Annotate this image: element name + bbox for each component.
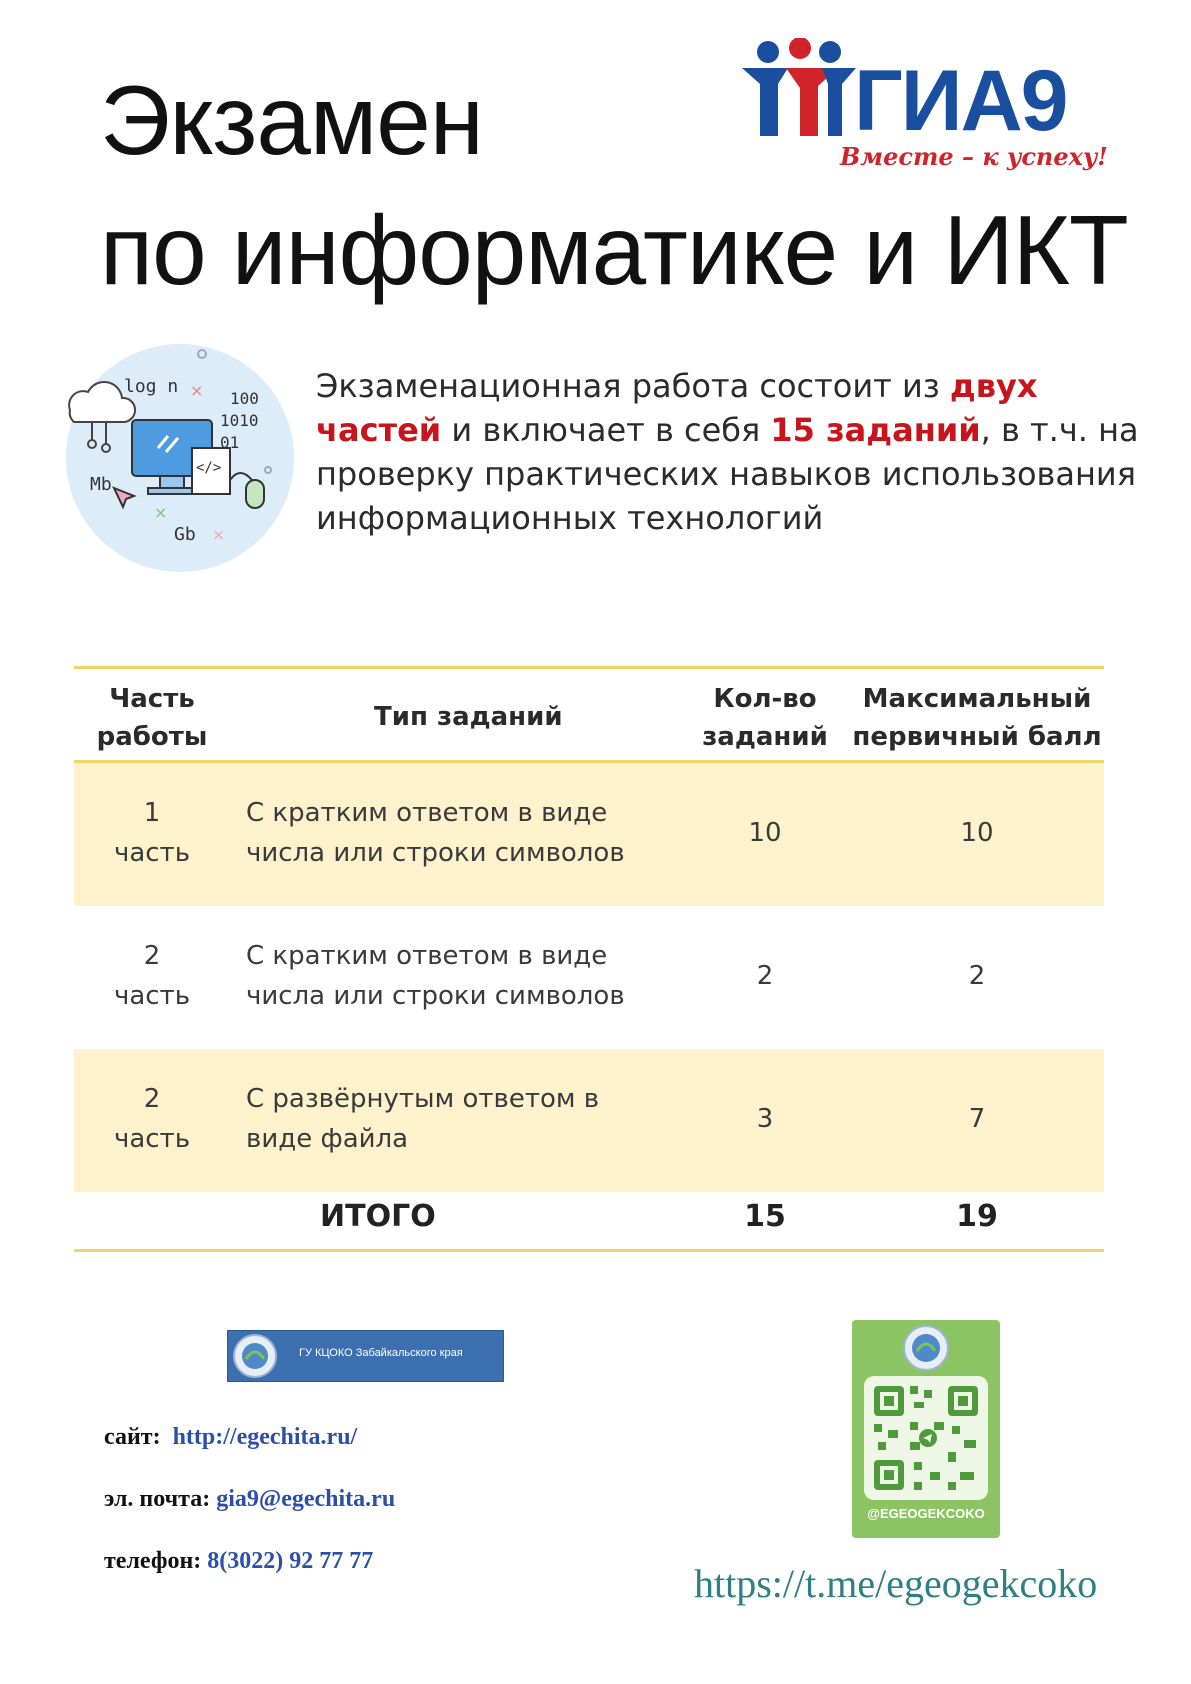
email-label: эл. почта:: [104, 1486, 211, 1512]
informatics-illustration: [62, 340, 298, 576]
site-link[interactable]: http://egechita.ru/: [172, 1424, 358, 1450]
svg-text:×: ×: [190, 381, 204, 400]
illustration-label-100: 100: [230, 389, 259, 408]
contact-site: [104, 1424, 357, 1451]
header-max: Максимальный первичный балл: [852, 684, 1102, 752]
people-figures-icon: [738, 38, 858, 148]
qr-emblem-icon: [902, 1324, 950, 1372]
svg-text:</>: </>: [196, 460, 222, 476]
page-title-line2: по информатике и ИКТ: [100, 195, 1128, 305]
kcoko-label: ГУ КЦОКО Забайкальского края: [299, 1347, 463, 1359]
intro-paragraph: [316, 364, 1156, 540]
header-part: Часть работы: [96, 684, 208, 752]
illustration-label-01: 01: [220, 433, 240, 452]
row-part: 1 часть: [113, 798, 191, 868]
computer-icon: [62, 340, 298, 576]
illustration-label-mb: Mb: [90, 474, 112, 495]
intro-text-3: , в т.ч. на проверку практических навыков использования информационных технологий: [316, 411, 1139, 537]
telegram-qr-card[interactable]: [852, 1320, 1000, 1538]
intro-highlight-tasks: 15 заданий: [770, 411, 981, 449]
table-total-row: [74, 1189, 1104, 1249]
row-part: 2 часть: [113, 941, 191, 1011]
header-count: Кол-во заданий: [702, 684, 828, 752]
kcoko-banner[interactable]: [227, 1330, 504, 1382]
telegram-link[interactable]: https://t.me/egeogekcoko: [694, 1561, 1098, 1606]
row-max: 2: [968, 961, 986, 991]
illustration-label-gb: Gb: [174, 524, 196, 545]
gia9-logo: [738, 38, 1118, 178]
row-count: 2: [756, 961, 774, 991]
row-part: 2 часть: [113, 1084, 191, 1154]
intro-highlight-parts: двух частей: [316, 367, 1038, 449]
header-type: Тип заданий: [374, 702, 563, 732]
email-link[interactable]: gia9@egechita.ru: [216, 1486, 396, 1512]
illustration-label-1010: 1010: [220, 411, 259, 430]
row-type: С развёрнутым ответом в виде файла: [246, 1084, 600, 1154]
gia9-logo-text: ГИА9: [854, 53, 1067, 149]
svg-text:×: ×: [154, 503, 168, 522]
kcoko-emblem-icon: [232, 1333, 278, 1379]
total-max: 19: [956, 1199, 998, 1234]
row-type: С кратким ответом в виде числа или строки символов: [246, 798, 625, 868]
qr-handle: @EGEOGEKCOKO: [867, 1506, 985, 1521]
row-count: 3: [756, 1104, 774, 1134]
intro-text-1: Экзаменационная работа состоит из: [316, 367, 950, 405]
row-type: С кратким ответом в виде числа или строки символов: [246, 941, 625, 1011]
row-count: 10: [748, 818, 782, 848]
table-header: [74, 666, 1104, 760]
table-row: [74, 1049, 1104, 1192]
table-row: [74, 763, 1104, 906]
gia9-slogan: Вместе – к успеху!: [840, 142, 1108, 171]
table-row: [74, 906, 1104, 1049]
site-label: сайт:: [104, 1424, 161, 1450]
page-title-line1: Экзамен: [100, 65, 483, 175]
qr-code-icon: [864, 1376, 988, 1500]
svg-text:×: ×: [212, 525, 226, 544]
illustration-label-logn: log n: [124, 376, 179, 397]
total-count: 15: [744, 1199, 786, 1234]
qr-code: [864, 1376, 988, 1500]
total-label: ИТОГО: [320, 1199, 436, 1234]
row-max: 7: [968, 1104, 986, 1134]
phone-link[interactable]: 8(3022) 92 77 77: [207, 1548, 374, 1574]
contact-email: [104, 1486, 395, 1513]
table-bottom-border: [74, 1249, 1104, 1252]
row-max: 10: [960, 818, 994, 848]
contact-phone: [104, 1548, 373, 1575]
intro-text-2: и включает в себя: [441, 411, 771, 449]
phone-label: телефон:: [104, 1548, 202, 1574]
